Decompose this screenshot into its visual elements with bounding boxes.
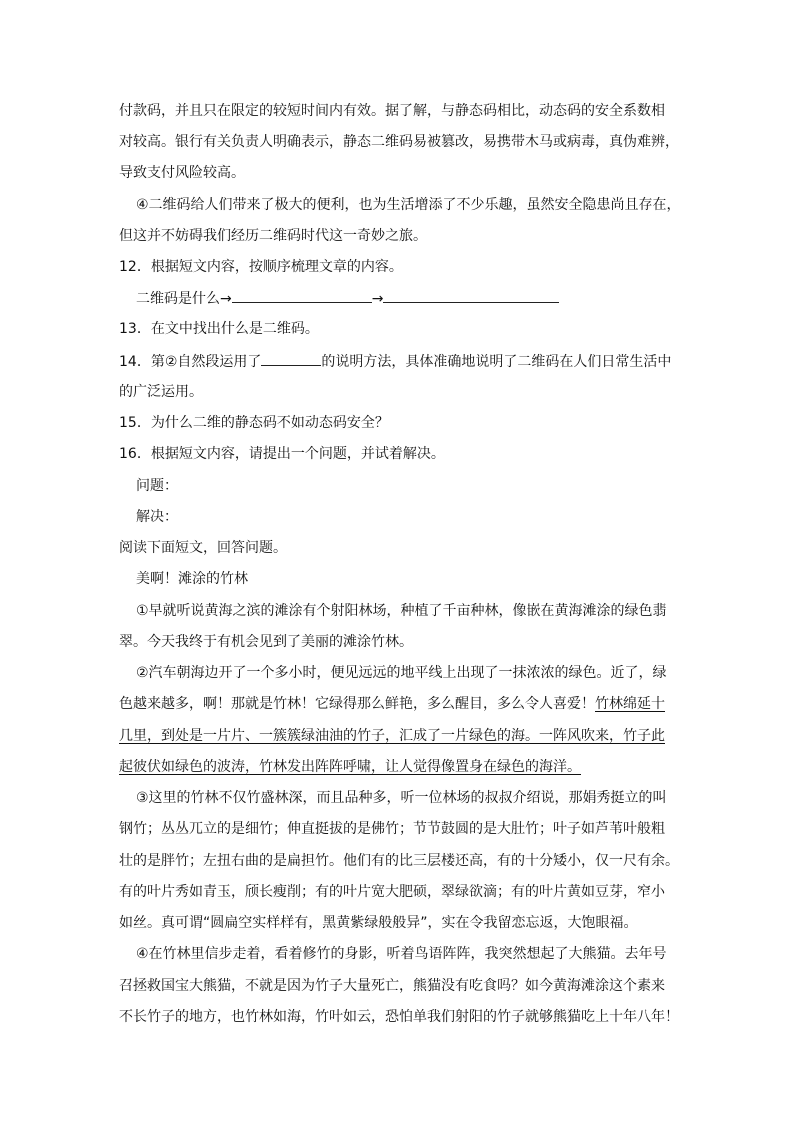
passage2-p2-line-2-text: 色越来越多，啊！那就是竹林！它绿得那么鲜艳，多么醒目，多么令人喜爱！	[119, 696, 595, 712]
passage1-para4-line-2: 但这并不妨碍我们经历二维码时代这一奇妙之旅。	[119, 228, 427, 244]
passage2-p3-line-4: 有的叶片秀如青玉，颀长瘦削；有的叶片宽大肥硕，翠绿欲滴；有的叶片黄如豆芽，窄小	[119, 884, 665, 900]
answer-blank-3[interactable]	[261, 351, 321, 366]
passage2-p2-line-3-underlined: 几里，到处是一片片、一簇簇绿油油的竹子，汇成了一片绿色的海。一阵风吹来，竹子此	[119, 728, 665, 744]
passage2-p1-line-1: ①早就听说黄海之滨的滩涂有个射阳林场，种植了千亩种林，像嵌在黄海滩涂的绿色翡	[136, 603, 667, 619]
passage1-line-1: 付款码，并且只在限定的较短时间内有效。据了解，与静态码相比，动态码的安全系数相	[119, 103, 665, 119]
passage2-p2-line-4-underlined: 起彼伏如绿色的波涛，竹林发出阵阵呼啸，让人觉得像置身在绿色的海洋。	[119, 759, 581, 775]
question-14-line-2: 的广泛运用。	[119, 384, 203, 400]
passage2-title: 美啊！滩涂的竹林	[136, 571, 248, 587]
question-14	[119, 351, 679, 372]
passage2-p3-line-2: 钢竹；丛丛兀立的是细竹；伸直挺拔的是佛竹；节节鼓圆的是大肚竹；叶子如芦苇叶般粗	[119, 821, 665, 837]
flow-arrow-2: →	[371, 291, 384, 307]
passage2-p4-line-1: ④在竹林里信步走着，看着修竹的身影，听着鸟语阵阵，我突然想起了大熊猫。去年号	[136, 946, 667, 962]
question-16-problem-label: 问题：	[136, 478, 178, 494]
passage2-p4-line-2: 召拯救国宝大熊猫，不就是因为竹子大量死亡，熊猫没有吃食吗？如今黄海滩涂这个素来	[119, 978, 665, 994]
question-12-flow	[136, 288, 696, 309]
flow-arrow-1: →	[220, 291, 232, 307]
passage2-p3-line-1: ③这里的竹林不仅竹盛林深，而且品种多，听一位林场的叔叔介绍说，那娟秀挺立的叫	[136, 790, 667, 806]
question-14-prefix: 14．第②自然段运用了	[119, 354, 262, 370]
underlined-sentence-start: 竹林绵延十	[595, 696, 665, 712]
passage2-p3-line-5: 如丝。真可谓“圆扁空实样样有，黑黄紫绿般般异”，实在令我留恋忘返，大饱眼福。	[119, 915, 638, 931]
passage2-instruction: 阅读下面短文，回答问题。	[119, 540, 287, 556]
question-16: 16．根据短文内容，请提出一个问题，并试着解决。	[119, 446, 445, 462]
question-12: 12．根据短文内容，按顺序梳理文章的内容。	[119, 259, 403, 275]
passage2-p4-line-3: 不长竹子的地方，也竹林如海，竹叶如云，恐怕单我们射阳的竹子就够熊猫吃上十年八年！	[119, 1009, 679, 1025]
question-15: 15．为什么二维的静态码不如动态码安全？	[119, 415, 389, 431]
passage1-line-2: 对较高。银行有关负责人明确表示，静态二维码易被篡改，易携带木马或病毒，真伪难辨，	[119, 134, 679, 150]
passage2-p3-line-3: 壮的是胖竹；左扭右曲的是扁担竹。他们有的比三层楼还高，有的十分矮小，仅一尺有余。	[119, 853, 679, 869]
passage2-p2-line-2	[119, 694, 679, 714]
passage1-para4-line-1: ④二维码给人们带来了极大的便利，也为生活增添了不少乐趣，虽然安全隐患尚且存在，	[136, 197, 681, 213]
question-14-suffix: 的说明方法，具体准确地说明了二维码在人们日常生活中	[321, 354, 672, 370]
flow-start-label: 二维码是什么	[136, 291, 220, 307]
answer-blank-1[interactable]	[232, 288, 372, 303]
passage2-p1-line-2: 翠。今天我终于有机会见到了美丽的滩涂竹林。	[119, 634, 413, 650]
question-13: 13．在文中找出什么是二维码。	[119, 321, 319, 337]
passage1-line-3: 导致支付风险较高。	[119, 165, 245, 181]
question-16-solution-label: 解决：	[136, 509, 178, 525]
passage2-p2-line-1: ②汽车朝海边开了一个多小时，便见远远的地平线上出现了一抹浓浓的绿色。近了，绿	[136, 665, 667, 681]
answer-blank-2[interactable]	[383, 288, 559, 303]
